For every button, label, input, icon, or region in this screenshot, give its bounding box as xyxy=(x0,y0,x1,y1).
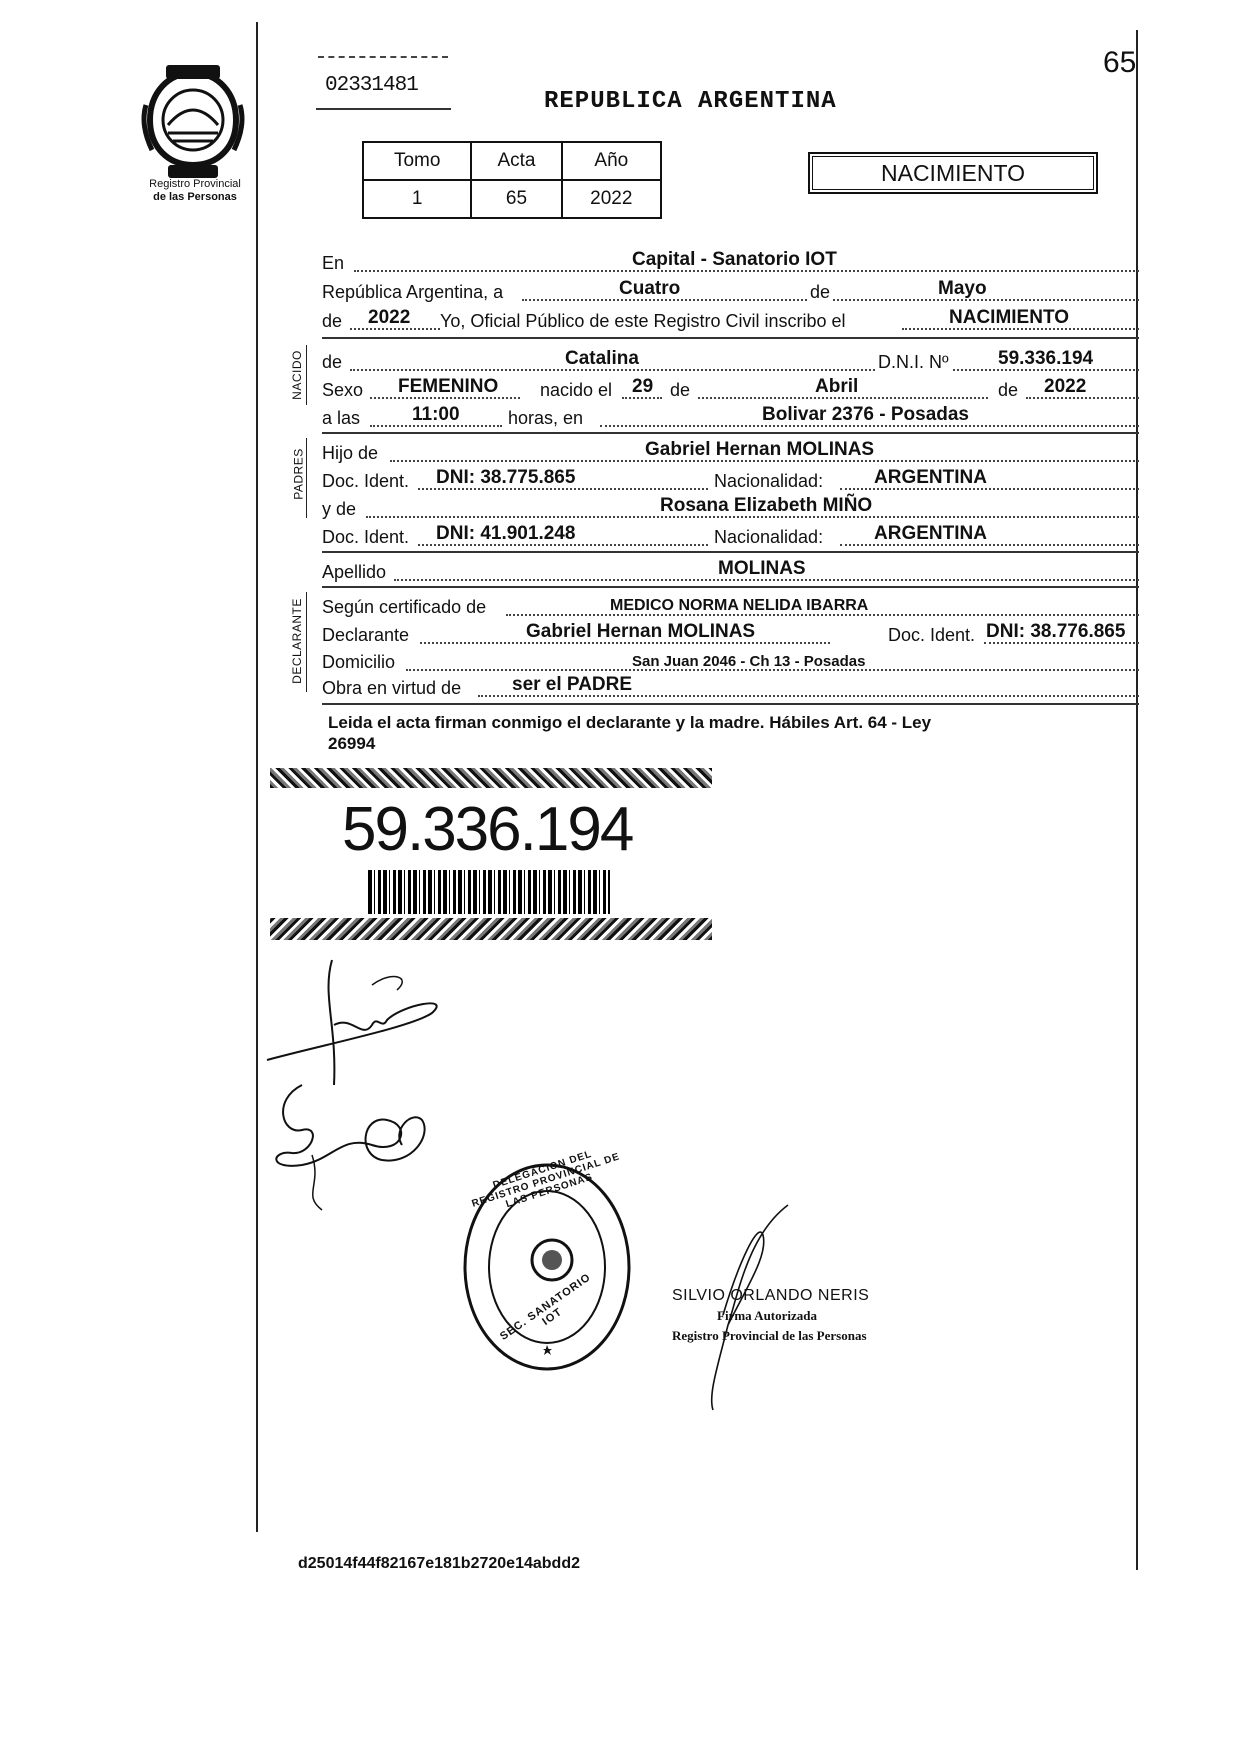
row-sexo xyxy=(322,375,1139,401)
tomo-value: 1 xyxy=(363,180,471,218)
segun-label: Según certificado de xyxy=(322,597,487,617)
declarant-signature xyxy=(262,955,462,1095)
seal-inner-text: SEC. SANATORIO IOT xyxy=(497,1271,594,1343)
barcode-label xyxy=(270,768,712,940)
father-nat-label: Nacionalidad: xyxy=(714,471,824,491)
sexo-value: FEMENINO xyxy=(398,376,499,397)
en-value: Capital - Sanatorio IOT xyxy=(632,249,837,270)
doc-type-label: NACIMIENTO xyxy=(881,160,1025,186)
registry-line-2: de las Personas xyxy=(153,191,237,203)
en-label: En xyxy=(322,253,345,273)
logo-caption xyxy=(120,178,270,204)
domicilio-label: Domicilio xyxy=(322,652,396,672)
segun-value: MEDICO NORMA NELIDA IBARRA xyxy=(610,597,869,614)
hour-value: 11:00 xyxy=(412,404,460,425)
dni-value: 59.336.194 xyxy=(998,348,1094,369)
official-title: Firma Autorizada xyxy=(717,1308,818,1323)
row-hour xyxy=(322,403,1139,429)
registry-line-1: Registro Provincial xyxy=(149,178,241,190)
country-title: REPUBLICA ARGENTINA xyxy=(544,88,837,115)
horas-label: horas, en xyxy=(508,408,584,428)
guilloche-band-bottom xyxy=(270,918,712,940)
row-year xyxy=(322,306,1139,332)
section-divider-3 xyxy=(322,551,1139,553)
side-label-padres: PADRES xyxy=(291,448,306,500)
ano-value: 2022 xyxy=(562,180,661,218)
official-seal xyxy=(460,1148,635,1375)
month-value: Mayo xyxy=(938,278,987,299)
birth-month: Abril xyxy=(815,376,859,397)
padres-bracket xyxy=(306,438,307,518)
nacido-bracket xyxy=(306,345,307,405)
guilloche-band-top xyxy=(270,768,712,788)
ano-header: Año xyxy=(562,142,661,180)
place-value: Bolivar 2376 - Posadas xyxy=(762,404,969,425)
sexo-label: Sexo xyxy=(322,380,364,400)
side-label-nacido: NACIDO xyxy=(289,350,304,400)
side-label-declarante: DECLARANTE xyxy=(289,598,304,684)
domicilio-value: San Juan 2046 - Ch 13 - Posadas xyxy=(632,653,866,670)
serial-number: 02331481 xyxy=(325,74,418,97)
serial-dashes xyxy=(318,56,448,58)
row-obra xyxy=(322,673,1139,699)
barcode-icon xyxy=(368,870,610,914)
de5-label: de xyxy=(998,380,1019,400)
acta-header: Acta xyxy=(471,142,561,180)
father-doc-value: DNI: 38.775.865 xyxy=(436,467,576,488)
left-margin-line xyxy=(256,22,258,1532)
oficial-text: Yo, Oficial Público de este Registro Civil inscribo el xyxy=(440,311,846,331)
de3-label: de xyxy=(322,352,343,372)
yde-label: y de xyxy=(322,499,357,519)
declarante-bracket xyxy=(306,592,307,692)
section-divider-2 xyxy=(322,432,1139,434)
mother-doc-value: DNI: 41.901.248 xyxy=(436,523,576,544)
row-republica xyxy=(322,277,1139,303)
de4-label: de xyxy=(670,380,691,400)
hijo-label: Hijo de xyxy=(322,443,379,463)
alas-label: a las xyxy=(322,408,361,428)
row-declarante xyxy=(322,620,1139,646)
statement-line-1: Leida el acta firman conmigo el declarante y la madre. Hábiles Art. 64 - Ley xyxy=(328,713,932,732)
acta-value: 65 xyxy=(471,180,561,218)
father-nat-value: ARGENTINA xyxy=(874,467,987,488)
mother-doc-label: Doc. Ident. xyxy=(322,527,410,547)
row-en xyxy=(322,248,1139,274)
barcode-number: 59.336.194 xyxy=(342,795,633,864)
row-segun xyxy=(322,592,1139,618)
closing-statement xyxy=(328,712,1128,754)
apellido-value: MOLINAS xyxy=(718,558,806,579)
mother-value: Rosana Elizabeth MIÑO xyxy=(660,495,873,516)
row-mother-doc xyxy=(322,522,1139,548)
row-father xyxy=(322,438,1139,464)
tomo-acta-ano-table xyxy=(362,141,662,219)
decl-doc-value: DNI: 38.776.865 xyxy=(986,621,1126,642)
father-doc-label: Doc. Ident. xyxy=(322,471,410,491)
row-apellido xyxy=(322,557,1139,583)
inscribo-value: NACIMIENTO xyxy=(949,307,1069,328)
section-divider-1 xyxy=(322,337,1139,339)
name-value: Catalina xyxy=(565,348,639,369)
row-name xyxy=(322,347,1139,373)
serial-underline xyxy=(316,108,451,110)
father-value: Gabriel Hernan MOLINAS xyxy=(645,439,875,460)
birth-day: 29 xyxy=(632,376,654,397)
doc-type-box xyxy=(808,152,1098,194)
page-number: 65 xyxy=(1103,46,1137,79)
province-logo xyxy=(138,65,248,180)
section-divider-4 xyxy=(322,586,1139,588)
decl-doc-label: Doc. Ident. xyxy=(888,625,976,645)
obra-value: ser el PADRE xyxy=(512,674,633,695)
mother-nat-label: Nacionalidad: xyxy=(714,527,824,547)
document-hash: d25014f44f82167e181b2720e14abdd2 xyxy=(298,1555,580,1572)
dni-label: D.N.I. Nº xyxy=(875,352,952,373)
de-label: de xyxy=(807,282,833,303)
official-block xyxy=(672,1286,942,1346)
official-name: SILVIO ORLANDO NERIS xyxy=(672,1287,870,1304)
official-org: Registro Provincial de las Personas xyxy=(672,1328,867,1343)
apellido-label: Apellido xyxy=(322,562,387,582)
tomo-header: Tomo xyxy=(363,142,471,180)
republica-label: República Argentina, a xyxy=(322,282,504,302)
declarante-value: Gabriel Hernan MOLINAS xyxy=(526,621,756,642)
row-domicilio xyxy=(322,647,1139,673)
seal-outer-text: DELEGACION DEL REGISTRO PROVINCIAL DE LAS PERSONAS xyxy=(470,1148,622,1211)
row-mother xyxy=(322,494,1139,520)
declarante-label: Declarante xyxy=(322,625,410,645)
obra-label: Obra en virtud de xyxy=(322,678,462,698)
birth-year: 2022 xyxy=(1044,376,1087,397)
nacido-label: nacido el xyxy=(540,380,613,400)
mother-signature xyxy=(262,1075,462,1215)
row-father-doc xyxy=(322,466,1139,492)
mother-nat-value: ARGENTINA xyxy=(874,523,987,544)
statement-line-2: 26994 xyxy=(328,734,376,753)
de2-label: de xyxy=(322,311,343,331)
section-divider-5 xyxy=(322,703,1139,705)
day-value: Cuatro xyxy=(619,278,681,299)
year-value: 2022 xyxy=(368,307,411,328)
